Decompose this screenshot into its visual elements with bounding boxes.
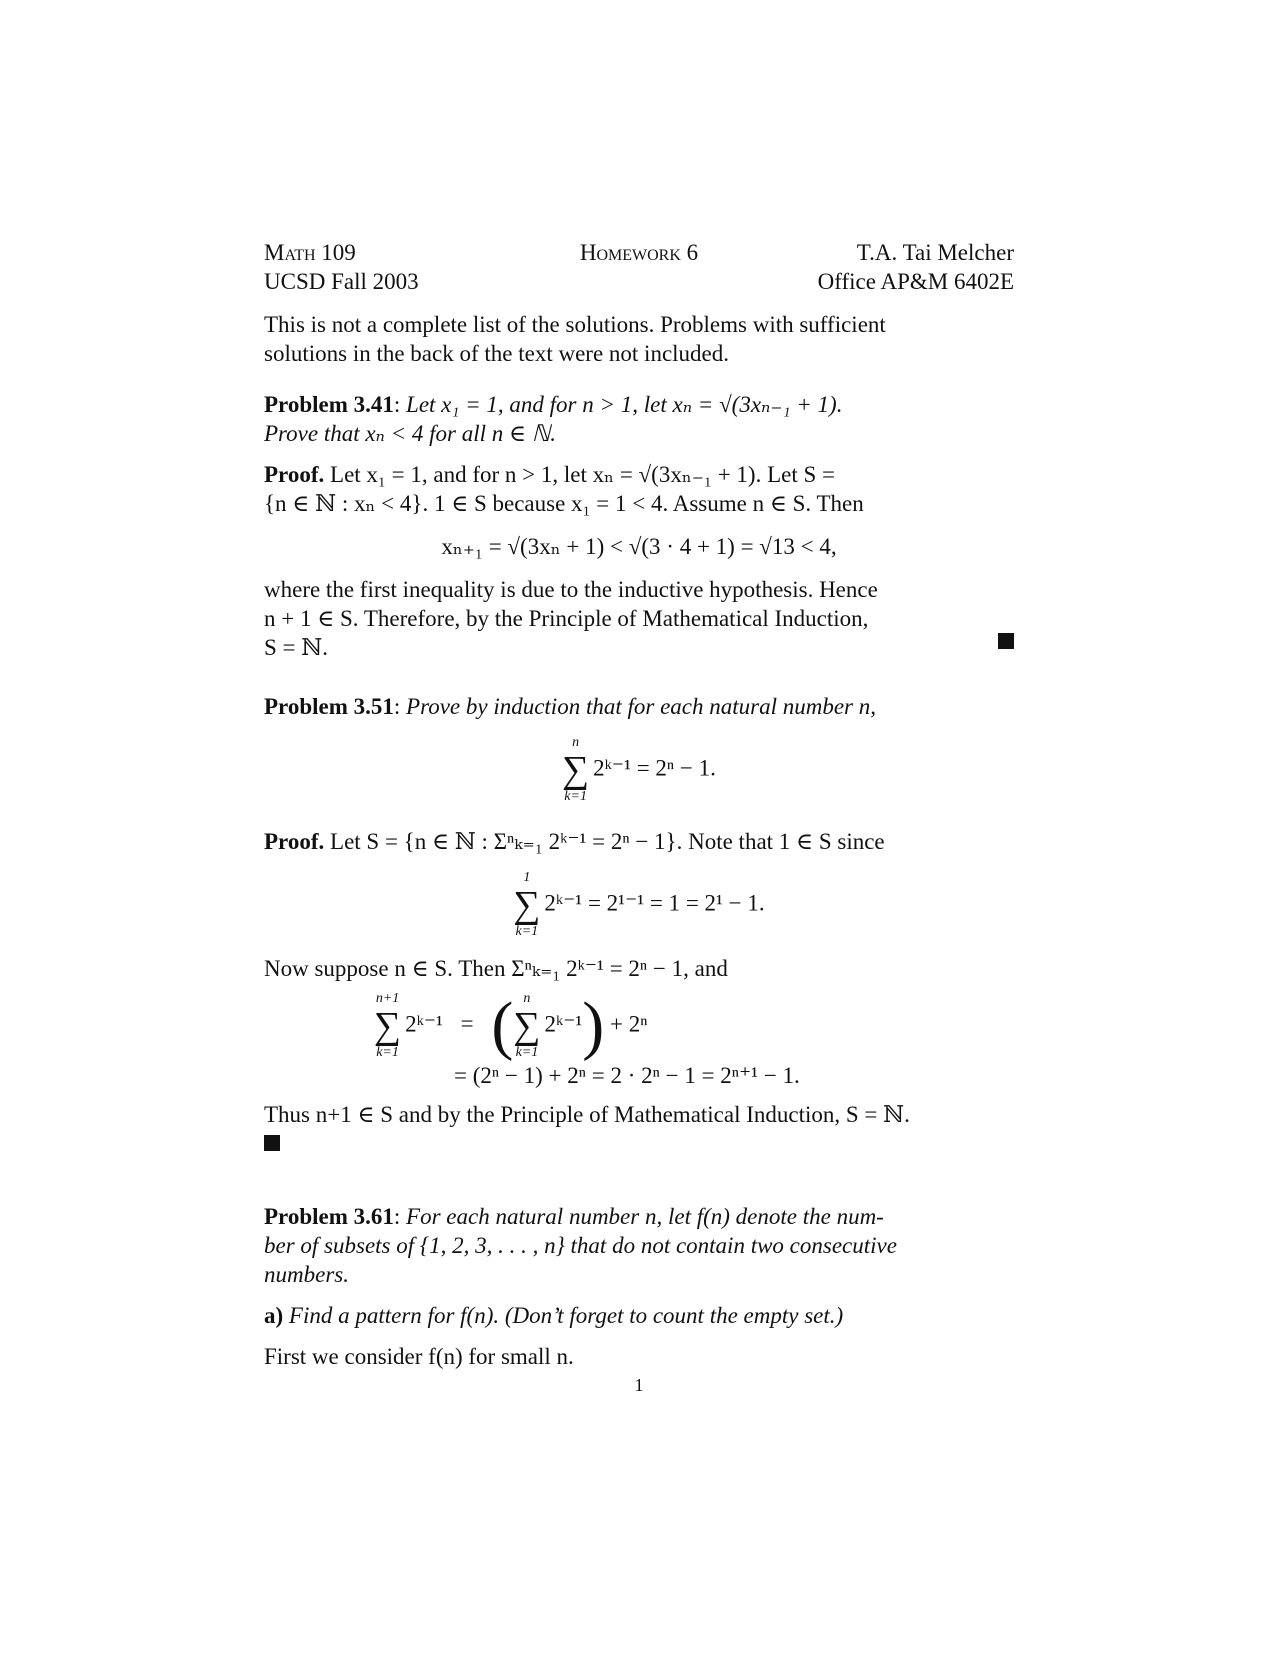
part-a-label: a) <box>264 1303 284 1328</box>
page-header <box>264 238 1014 296</box>
proof-line-3: where the first inequality is due to the inductive hypothesis. Hence <box>264 577 878 602</box>
sum-symbol: n ∑ k=1 <box>513 991 541 1060</box>
proof-label: Proof. <box>264 829 325 854</box>
base-case-equation: 1 ∑ k=1 2ᵏ⁻¹ = 2¹⁻¹ = 1 = 2¹ − 1. <box>513 870 765 939</box>
intro-line-2: solutions in the back of the text were not included. <box>264 341 729 366</box>
problem-label: Problem 3.41 <box>264 392 394 417</box>
inductive-equation-2: = (2ⁿ − 1) + 2ⁿ = 2 · 2ⁿ − 1 = 2ⁿ⁺¹ − 1. <box>454 1063 800 1088</box>
problem-label: Problem 3.61 <box>264 1204 394 1229</box>
proof-label: Proof. <box>264 462 325 487</box>
problem-3-41: Problem 3.41: Let x₁ = 1, and for n > 1, let xₙ = √(3xₙ₋₁ + 1). Prove that xₙ < 4 for all n ∈ ℕ. Proof. Let x₁ = 1, and for n > 1, let xₙ = √(3xₙ₋₁ + 1). Let S = {n ∈ ℕ : xₙ < 4}. 1 ∈ S because x₁ = 1 < 4. Assume n ∈ S. Then xₙ₊₁ = √(3xₙ + 1) < √(3 · 4 + 1) = √13 < 4, where the first inequality is due to the inductive hypothesis. Hence n + 1 ∈ S. Therefore, by the Principle of Mathematical Induction, S = ℕ. <box>264 390 1014 662</box>
homework-title: Homework 6 <box>579 240 699 265</box>
problem-statement-2: ber of subsets of {1, 2, 3, . . . , n} that do not contain two consecutive <box>264 1233 897 1258</box>
sum-symbol: n ∑ k=1 <box>562 735 590 804</box>
document-page <box>264 238 1014 1400</box>
proof-line-1: Let x₁ = 1, and for n > 1, let xₙ = √(3xₙ₋₁ + 1). Let S = <box>330 462 835 487</box>
part-a-statement: Find a pattern for f(n). (Don’t forget to count the empty set.) <box>288 1303 844 1328</box>
proof-line-5: S = ℕ. <box>264 635 329 660</box>
problem-3-51: Problem 3.51: Prove by induction that for each natural number n, n ∑ k=1 2ᵏ⁻¹ = 2ⁿ − 1. Proof. Let S = {n ∈ ℕ : Σⁿₖ₌₁ 2ᵏ⁻¹ = 2ⁿ − 1}. Note that 1 ∈ S since 1 ∑ k=1 2ᵏ⁻¹ = 2¹⁻¹ = 1 = 2¹ − 1. Now suppose n ∈ S. Then Σⁿₖ₌₁ 2ᵏ⁻¹ = 2ⁿ − 1, and n+1 ∑ k=1 2ᵏ⁻¹ = ( n ∑ k=1 2ᵏ⁻¹) + 2ⁿ = (2ⁿ − 1) + 2ⁿ = 2 · 2ⁿ − 1 = 2ⁿ⁺¹ − 1. Thus n+1 ∈ S and by the Principle of Mathematical Induction, S = ℕ. <box>264 692 1014 1158</box>
display-equation: xₙ₊₁ = √(3xₙ + 1) < √(3 · 4 + 1) = √13 < 4, <box>441 534 837 559</box>
proof-line-1: Let S = {n ∈ ℕ : Σⁿₖ₌₁ 2ᵏ⁻¹ = 2ⁿ − 1}. Note that 1 ∈ S since <box>330 829 885 854</box>
qed-symbol <box>998 633 1014 649</box>
problem-3-61: Problem 3.61: For each natural number n, let f(n) denote the num- ber of subsets of {1, 2, 3, . . . , n} that do not contain two consecutive numbers. a) Find a pattern for f(n). (Don’t forget to count the empty set.) First we consider f(n) for small n. 1 <box>264 1202 1014 1400</box>
sum-symbol: 1 ∑ k=1 <box>513 870 541 939</box>
sum-symbol: n+1 ∑ k=1 <box>374 991 402 1060</box>
intro-line-1: This is not a complete list of the solutions. Problems with sufficient <box>264 312 886 337</box>
ta-name: T.A. Tai Melcher <box>856 240 1014 265</box>
part-a-intro: First we consider f(n) for small n. <box>264 1344 574 1369</box>
problem-statement-1: For each natural number n, let f(n) denote the num- <box>406 1204 884 1229</box>
problem-label: Problem 3.51 <box>264 694 394 719</box>
office: Office AP&M 6402E <box>817 269 1014 294</box>
course-name: Math 109 <box>264 240 356 265</box>
proof-line-4: n + 1 ∈ S. Therefore, by the Principle of Mathematical Induction, <box>264 606 869 631</box>
problem-statement: Prove by induction that for each natural number n, <box>406 694 876 719</box>
conclusion-line: Thus n+1 ∈ S and by the Principle of Mathematical Induction, S = ℕ. <box>264 1102 910 1127</box>
inductive-equation-1: n+1 ∑ k=1 2ᵏ⁻¹ = ( n ∑ k=1 2ᵏ⁻¹) + 2ⁿ <box>374 989 648 1062</box>
page-number: 1 <box>634 1375 644 1395</box>
problem-statement-3: numbers. <box>264 1262 349 1287</box>
display-equation: n ∑ k=1 2ᵏ⁻¹ = 2ⁿ − 1. <box>562 735 716 804</box>
inductive-step-line: Now suppose n ∈ S. Then Σⁿₖ₌₁ 2ᵏ⁻¹ = 2ⁿ − 1, and <box>264 956 728 981</box>
problem-statement-2: Prove that xₙ < 4 for all n ∈ ℕ. <box>264 421 556 446</box>
proof-line-2: {n ∈ ℕ : xₙ < 4}. 1 ∈ S because x₁ = 1 < 4. Assume n ∈ S. Then <box>264 491 864 516</box>
problem-statement-1: Let x₁ = 1, and for n > 1, let xₙ = √(3xₙ₋₁ + 1). <box>406 392 843 417</box>
term: UCSD Fall 2003 <box>264 269 419 294</box>
qed-symbol <box>264 1135 280 1151</box>
